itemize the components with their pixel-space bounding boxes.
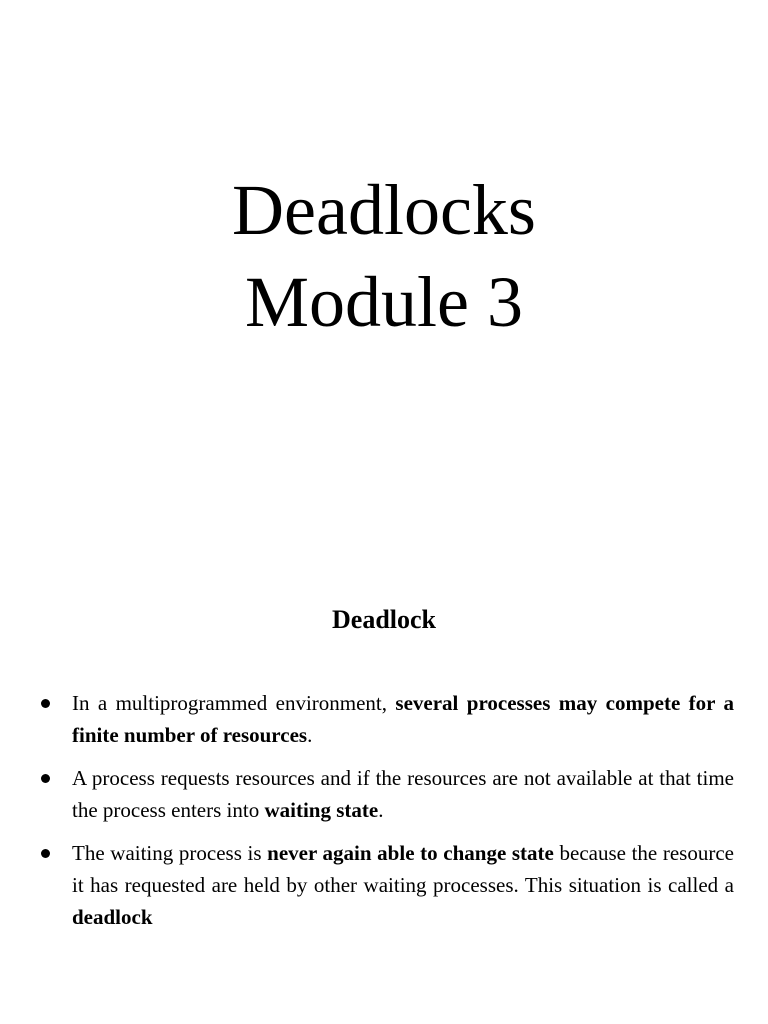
- list-item: [36, 837, 734, 933]
- bullet-text: The waiting process is: [72, 841, 268, 865]
- section-heading: Deadlock: [332, 605, 436, 634]
- bullet-bold-text: waiting state: [264, 798, 379, 822]
- bullet-text: .: [307, 723, 313, 747]
- bullet-bold-text: deadlock: [72, 905, 153, 929]
- bullet-list: [36, 687, 734, 944]
- bullet-text: In a multiprogrammed environment,: [72, 691, 396, 715]
- bullet-bold-text: several processes may compete for a finite number of resources: [72, 691, 735, 747]
- bullet-text: A process requests resources and if the resources are not available at that time the process enters into: [72, 766, 734, 822]
- list-item: [36, 687, 734, 751]
- bullet-bold-text: never again able to change state: [267, 841, 554, 865]
- title-line-module: Module 3: [245, 262, 523, 342]
- bullet-dot-icon: [41, 849, 50, 858]
- bullet-dot-icon: [41, 699, 50, 708]
- bullet-text: .: [378, 798, 384, 822]
- title-line-main: Deadlocks: [232, 170, 536, 250]
- bullet-dot-icon: [41, 774, 50, 783]
- list-item: [36, 762, 734, 826]
- page-title: [0, 164, 768, 348]
- bullet-text: because the resource it has requested are held by other waiting processes. This situation is called a: [72, 841, 734, 897]
